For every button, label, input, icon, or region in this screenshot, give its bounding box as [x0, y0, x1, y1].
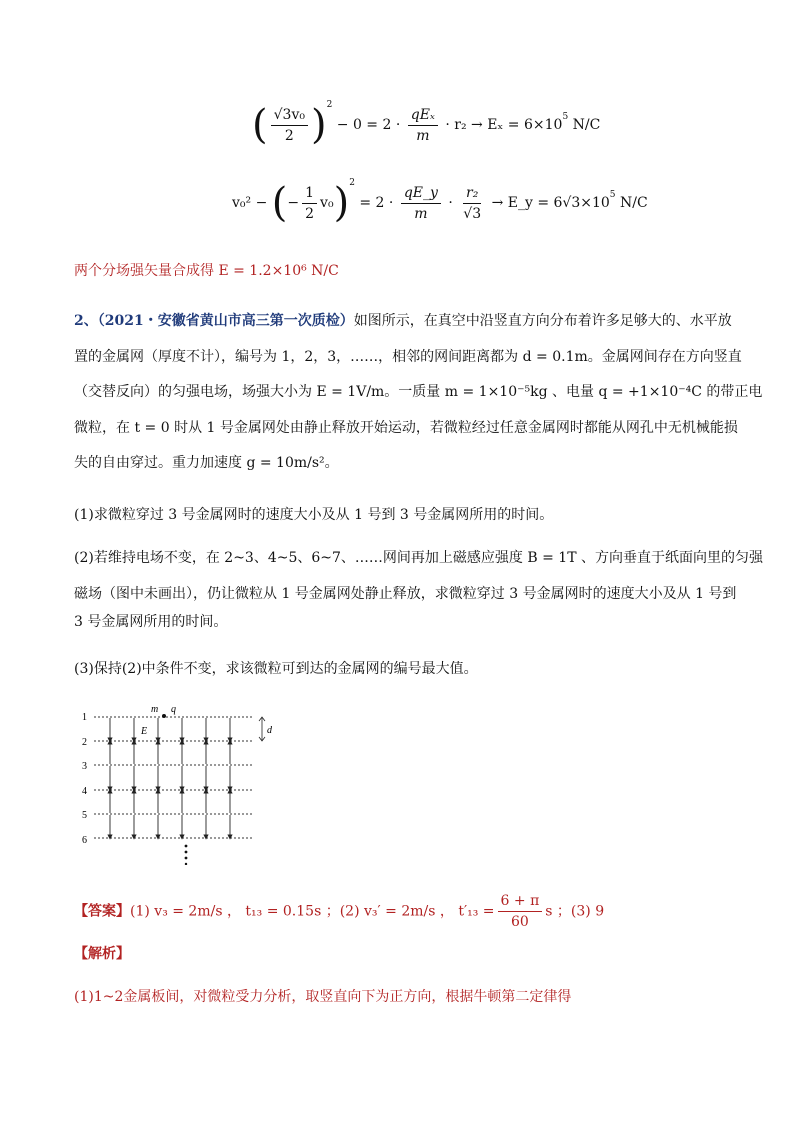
row-label-4: 4	[82, 786, 87, 797]
label-d: d	[267, 725, 272, 736]
analysis-tag: 【解析】	[74, 946, 130, 962]
label-m: m	[151, 704, 159, 715]
row-label-1: 1	[82, 712, 87, 723]
row-label-3: 3	[82, 761, 87, 772]
sqrt3-v0-over-2: $\frac{\text{√3v₀}}{2}$	[271, 107, 308, 144]
problem-number: 2、	[74, 313, 98, 329]
problem-line-2: 置的金属网（厚度不计），编号为 1，2，3，……，相邻的网间距离都为 d = 0.1m。金属网间存在方向竖直	[74, 349, 742, 365]
problem-source: （2021・安徽省黄山市高三第一次质检）	[97, 313, 354, 329]
field-arrows	[110, 718, 230, 837]
row-label-2: 2	[82, 737, 87, 748]
question-2-line-1: (2)若维持电场不变，在 2~3、4~5、6~7、……网间再加上磁感应强度 B = 1T 、方向垂直于纸面向里的匀强	[74, 550, 763, 566]
row-label-5: 5	[82, 810, 87, 821]
question-3: (3)保持(2)中条件不变，求该微粒可到达的金属网的编号最大值。	[74, 661, 478, 677]
mesh-lines	[94, 717, 252, 838]
label-q: q	[171, 704, 176, 715]
combine-line: 两个分场强矢量合成得 E = 1.2×10⁶ N/C	[74, 263, 339, 279]
continuation-dots	[185, 845, 188, 865]
question-2-line-3: 3 号金属网所用的时间。	[74, 614, 228, 630]
question-1: (1)求微粒穿过 3 号金属网时的速度大小及从 1 号到 3 号金属网所用的时间。	[74, 507, 554, 523]
answer-tag: 【答案】	[74, 903, 130, 920]
analysis-line: (1)1~2金属板间，对微粒受力分析，取竖直向下为正方向，根据牛顿第二定律得	[74, 989, 572, 1005]
answer-fraction: $\frac{6 + \pi}{60}$	[498, 893, 543, 930]
row-label-6: 6	[82, 835, 87, 846]
row-labels	[82, 712, 87, 846]
left-paren: (	[252, 102, 268, 148]
problem-line-4: 微粒，在 t = 0 时从 1 号金属网处由静止释放开始运动，若微粒经过任意金属网时都能从网孔中无机械能损	[74, 420, 738, 436]
problem-line-5: 失的自由穿过。重力加速度 g = 10m/s²。	[74, 455, 339, 471]
metal-mesh-figure	[76, 700, 296, 865]
equation-2: v₀² − (− $\frac{1}{2}$ v₀)$^2$ = 2 · $\frac{qE\_y}{m}$ · $\frac{\text{r₂}}{√3}$ → E_y = $6√3\times 10^5$ N/C	[232, 178, 648, 226]
right-paren: )	[310, 102, 327, 148]
particle	[162, 714, 166, 718]
equation-1: ( $\frac{\text{√3v₀}}{2}$ )$^2$ − 0 = 2 · $\frac{\text{qEₓ}}{m}$ · $r_2 \to E_x = 6\times 10^5$ N/C	[252, 100, 601, 148]
label-E: E	[141, 726, 148, 737]
question-2-line-2: 磁场（图中未画出），仍让微粒从 1 号金属网处静止释放，求微粒穿过 3 号金属网时的速度大小及从 1 号到	[74, 586, 737, 602]
answer-line: 【答案】(1) v₃ = 2m/s ， t₁₃ = 0.15s ；(2) v₃′ = 2m/s ， t′₁₃ = $\frac{6 + \pi}{60}$ s ；(3) 9	[74, 893, 605, 930]
problem-line-1: 2、（2021・安徽省黄山市高三第一次质检）如图所示，在真空中沿竖直方向分布着许多足够大的、水平放	[74, 313, 732, 329]
problem-line-3: （交替反向）的匀强电场，场强大小为 E = 1V/m。一质量 m = 1×10⁻⁵kg 、电量 q = +1×10⁻⁴C 的带正电	[74, 384, 763, 400]
d-marker	[259, 717, 265, 741]
qEx-over-m: $\frac{\text{qEₓ}}{m}$	[408, 107, 438, 144]
